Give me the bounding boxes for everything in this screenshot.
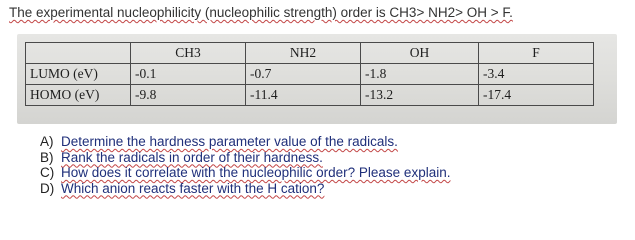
- table-row-lumo: [26, 64, 594, 85]
- orbital-energy-table-photo: [17, 34, 617, 124]
- question-text: Determine the hardness parameter value of the radicals.: [61, 134, 398, 149]
- question-c: [40, 165, 450, 181]
- question-letter: B): [40, 149, 54, 165]
- row-label-lumo: LUMO (eV): [26, 64, 131, 85]
- question-text: Which anion reacts faster with the H cation?: [61, 180, 325, 196]
- lumo-oh-value: -1.8: [361, 64, 479, 85]
- question-list: [40, 134, 450, 196]
- question-letter: D): [40, 180, 55, 196]
- homo-f-value: -17.4: [479, 85, 594, 106]
- table-header-row: [26, 43, 594, 64]
- orbital-energy-table: [25, 42, 594, 106]
- question-a: [40, 134, 450, 150]
- question-d: [40, 181, 450, 197]
- row-label-homo: HOMO (eV): [26, 85, 131, 106]
- table-corner-cell: [26, 43, 131, 64]
- header-f: F: [479, 43, 594, 64]
- header-nh2: NH2: [246, 43, 361, 64]
- table-row-homo: [26, 85, 594, 106]
- lumo-nh2-value: -0.7: [246, 64, 361, 85]
- question-text: Rank the radicals in order of their hardness.: [61, 149, 323, 165]
- homo-oh-value: -13.2: [361, 85, 479, 106]
- header-oh: OH: [361, 43, 479, 64]
- homo-ch3-value: -9.8: [131, 85, 246, 106]
- lumo-f-value: -3.4: [479, 64, 594, 85]
- header-ch3: CH3: [131, 43, 246, 64]
- question-b: [40, 150, 450, 166]
- question-text: How does it correlate with the nucleophilic order? Please explain.: [61, 165, 451, 180]
- question-letter: C): [40, 165, 55, 180]
- lumo-ch3-value: -0.1: [131, 64, 246, 85]
- homo-nh2-value: -11.4: [246, 85, 361, 106]
- question-letter: A): [40, 134, 54, 149]
- problem-statement: The experimental nucleophilicity (nucleophilic strength) order is CH3> NH2> OH > F.: [9, 5, 513, 20]
